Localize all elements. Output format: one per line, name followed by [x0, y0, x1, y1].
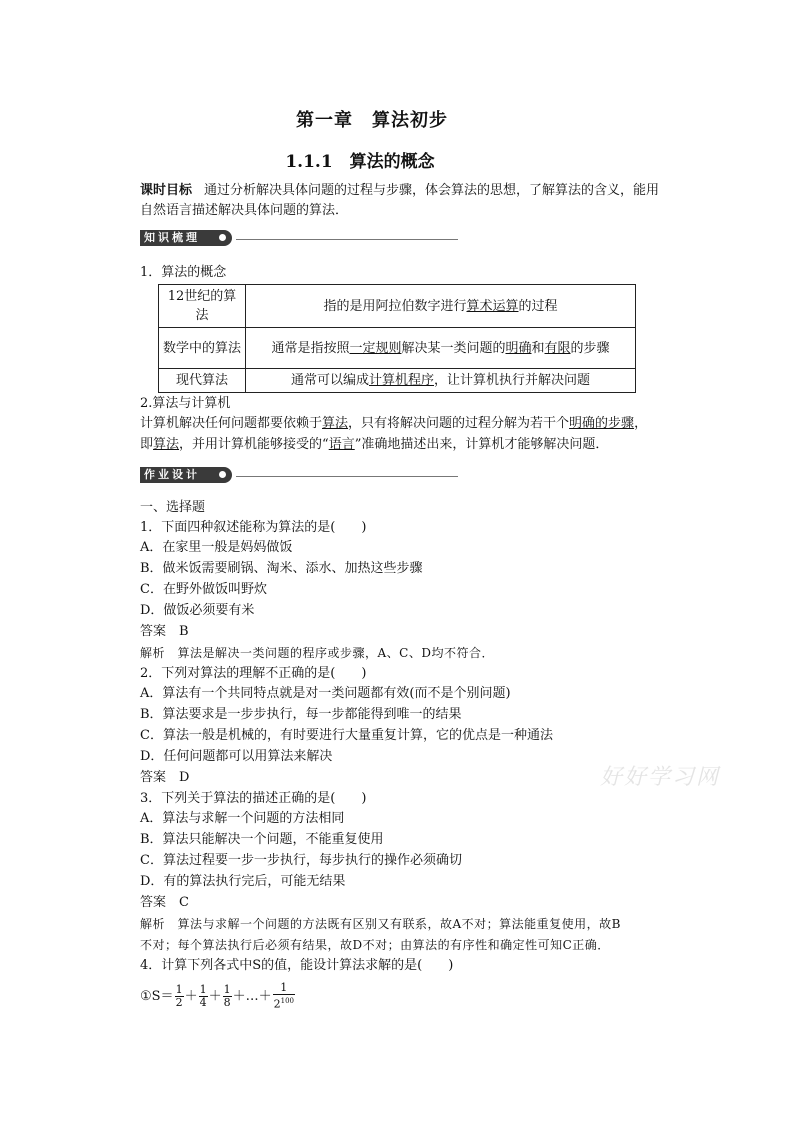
q2-answer: 答案 D: [140, 770, 190, 785]
table-value: 通常是指按照一定规则解决某一类问题的明确和有限的步骤: [246, 328, 636, 369]
chapter-title: 第一章 算法初步: [296, 110, 448, 131]
objective-label: 课时目标: [140, 183, 193, 198]
table-row: [159, 328, 636, 369]
q4-stem: 4．计算下列各式中S的值，能设计算法求解的是( ): [140, 958, 454, 973]
q3-analysis-line1: 解析 算法与求解一个问题的方法既有区别又有联系，故A不对；算法能重复使用，故B: [140, 917, 621, 931]
q4-formula: ①S＝ $\frac{1}{2}$ ＋ $\frac{1}{4}$ ＋ $\frac{1}{8}$ ＋…＋ $\frac{1}{2^{100}}$: [140, 981, 294, 1011]
concept-table: [158, 284, 636, 393]
bullet-icon: [219, 234, 226, 241]
banner-homework: [140, 467, 460, 483]
bullet-icon: [219, 471, 226, 478]
watermark: 好好学习网: [600, 765, 721, 790]
q2-option: D．任何问题都可以用算法来解决: [140, 749, 333, 764]
banner-knowledge: [140, 230, 460, 246]
q3-stem: 3．下列关于算法的描述正确的是( ): [140, 791, 367, 806]
table-value: 通常可以编成计算机程序，让计算机执行并解决问题: [246, 369, 636, 393]
q2-option: C．算法一般是机械的，有时要进行大量重复计算，它的优点是一种通法: [140, 728, 553, 743]
q1-option: C．在野外做饭叫野炊: [140, 582, 267, 597]
q3-option: B．算法只能解决一个问题，不能重复使用: [140, 832, 384, 847]
knowledge-item2-title: 2.算法与计算机: [140, 396, 231, 411]
q1-option: A．在家里一般是妈妈做饭: [140, 540, 293, 555]
q2-stem: 2．下列对算法的理解不正确的是( ): [140, 666, 367, 681]
q3-option: D．有的算法执行完后，可能无结果: [140, 874, 346, 889]
fraction: $\frac{1}{2}$: [175, 982, 183, 1009]
table-value: 指的是用阿拉伯数字进行算术运算的过程: [246, 285, 636, 328]
q1-option: D．做饭必须要有米: [140, 603, 255, 618]
fraction: $\frac{1}{8}$: [223, 982, 231, 1009]
fraction: $\frac{1}{4}$: [199, 982, 207, 1009]
divider: [236, 239, 458, 240]
q3-answer: 答案 C: [140, 895, 189, 910]
q1-answer: 答案 B: [140, 624, 189, 639]
banner-knowledge-label: 知识梳理: [140, 230, 232, 246]
banner-homework-label: 作业设计: [140, 467, 232, 483]
table-row: [159, 369, 636, 393]
objective-text: 通过分析解决具体问题的过程与步骤，体会算法的思想，了解算法的含义，能用自然语言描述解决具体问题的算法．: [140, 183, 660, 218]
q3-option: C．算法过程要一步一步执行，每步执行的操作必须确切: [140, 853, 462, 868]
divider: [236, 476, 458, 477]
table-key: 数学中的算法: [159, 328, 246, 369]
q1-stem: 1．下面四种叙述能称为算法的是( ): [140, 520, 367, 535]
lesson-objective: [140, 181, 660, 221]
q3-analysis-line2: 不对；每个算法执行后必须有结果，故D不对；由算法的有序性和确定性可知C正确．: [140, 938, 610, 952]
q1-analysis: 解析 算法是解决一类问题的程序或步骤，A、C、D均不符合．: [140, 646, 494, 660]
q2-option: A．算法有一个共同特点就是对一类问题都有效(而不是个别问题): [140, 686, 511, 701]
fraction: $\frac{1}{2^{100}}$: [273, 981, 294, 1011]
q2-option: B．算法要求是一步步执行，每一步都能得到唯一的结果: [140, 707, 462, 722]
table-key: 12世纪的算法: [159, 285, 246, 328]
homework-section: 一、选择题: [140, 500, 206, 515]
table-row: [159, 285, 636, 328]
q1-option: B．做米饭需要刷锅、淘米、添水、加热这些步骤: [140, 561, 423, 576]
section-title: 1.1.1 算法的概念: [285, 152, 435, 172]
q3-option: A．算法与求解一个问题的方法相同: [140, 811, 345, 826]
knowledge-item2-line1: 计算机解决任何问题都要依赖于算法，只有将解决问题的过程分解为若干个明确的步骤，: [140, 416, 648, 431]
knowledge-item1-title: 1．算法的概念: [140, 265, 227, 280]
knowledge-item2-line2: 即算法，并用计算机能够接受的“语言”准确地描述出来，计算机才能够解决问题．: [140, 437, 609, 452]
table-key: 现代算法: [159, 369, 246, 393]
